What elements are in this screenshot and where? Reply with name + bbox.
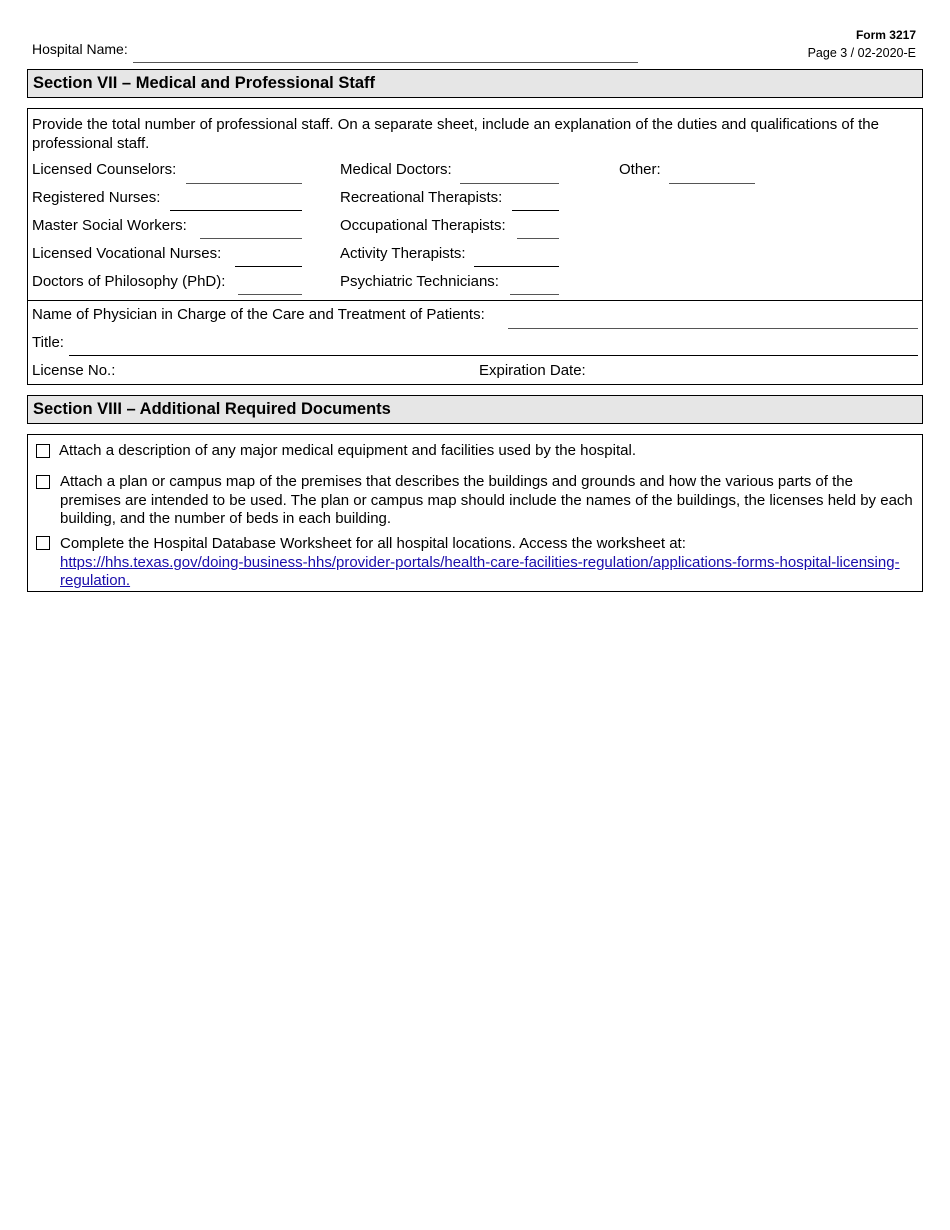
occupational-therapists-label: Occupational Therapists: bbox=[340, 217, 506, 234]
recreational-therapists-label: Recreational Therapists: bbox=[340, 189, 503, 206]
psychiatric-technicians-label: Psychiatric Technicians: bbox=[340, 273, 499, 290]
page-info: Page 3 / 02-2020-E bbox=[807, 46, 916, 60]
section-7-header bbox=[27, 69, 923, 98]
licensed-counselors-field[interactable] bbox=[186, 183, 302, 184]
item-3-container bbox=[60, 535, 915, 591]
recreational-therapists-field[interactable] bbox=[512, 210, 559, 211]
master-social-workers-field[interactable] bbox=[200, 238, 302, 239]
medical-doctors-label: Medical Doctors: bbox=[340, 161, 452, 178]
registered-nurses-label: Registered Nurses: bbox=[32, 189, 161, 206]
activity-therapists-field[interactable] bbox=[474, 266, 559, 267]
title-field[interactable] bbox=[69, 355, 918, 356]
doctors-of-philosophy-label: Doctors of Philosophy (PhD): bbox=[32, 273, 226, 290]
occupational-therapists-field[interactable] bbox=[517, 238, 559, 239]
hospital-name-label: Hospital Name: bbox=[32, 41, 128, 57]
title-label: Title: bbox=[32, 334, 64, 351]
doctors-of-philosophy-field[interactable] bbox=[238, 294, 302, 295]
licensed-vocational-nurses-label: Licensed Vocational Nurses: bbox=[32, 245, 222, 262]
section-7-divider bbox=[27, 300, 923, 301]
registered-nurses-field[interactable] bbox=[170, 210, 302, 211]
master-social-workers-label: Master Social Workers: bbox=[32, 217, 187, 234]
other-label: Other: bbox=[619, 161, 661, 178]
hospital-name-field[interactable] bbox=[133, 62, 638, 63]
other-field[interactable] bbox=[669, 183, 755, 184]
section-7-title: Section VII – Medical and Professional Staff bbox=[33, 74, 376, 92]
item-2-text: Attach a plan or campus map of the premises that describes the buildings and grounds and how the various parts of the premises are intended to be used. The plan or campus map should include the names of the buildings, the licenses held by each building, and the number of beds in each building. bbox=[60, 473, 913, 527]
item-1-checkbox[interactable] bbox=[36, 444, 50, 458]
item-1-text: Attach a description of any major medical equipment and facilities used by the hospital. bbox=[59, 442, 636, 459]
license-label: License No.: bbox=[32, 362, 116, 379]
item-3-checkbox[interactable] bbox=[36, 536, 50, 550]
psychiatric-technicians-field[interactable] bbox=[510, 294, 559, 295]
medical-doctors-field[interactable] bbox=[460, 183, 559, 184]
licensed-counselors-label: Licensed Counselors: bbox=[32, 161, 177, 178]
section-8-title: Section VIII – Additional Required Documents bbox=[33, 400, 391, 418]
item-2-checkbox[interactable] bbox=[36, 475, 50, 489]
item-3-text: Complete the Hospital Database Worksheet for all hospital locations. Access the worksheet at: bbox=[60, 535, 686, 552]
licensed-vocational-nurses-field[interactable] bbox=[235, 266, 302, 267]
expiration-label: Expiration Date: bbox=[479, 362, 586, 379]
worksheet-link[interactable]: https://hhs.texas.gov/doing-business-hhs/provider-portals/health-care-facilities-regulation/applications-forms-hospital-licensing-regulation. bbox=[60, 553, 900, 589]
section-7-instructions: Provide the total number of professional staff. On a separate sheet, include an explanation of the duties and qualifications of the professional staff. bbox=[32, 116, 879, 152]
form-number: Form 3217 bbox=[855, 28, 916, 42]
physician-label: Name of Physician in Charge of the Care and Treatment of Patients: bbox=[32, 306, 485, 323]
activity-therapists-label: Activity Therapists: bbox=[340, 245, 466, 262]
section-8-header bbox=[27, 395, 923, 424]
physician-field[interactable] bbox=[508, 328, 918, 329]
